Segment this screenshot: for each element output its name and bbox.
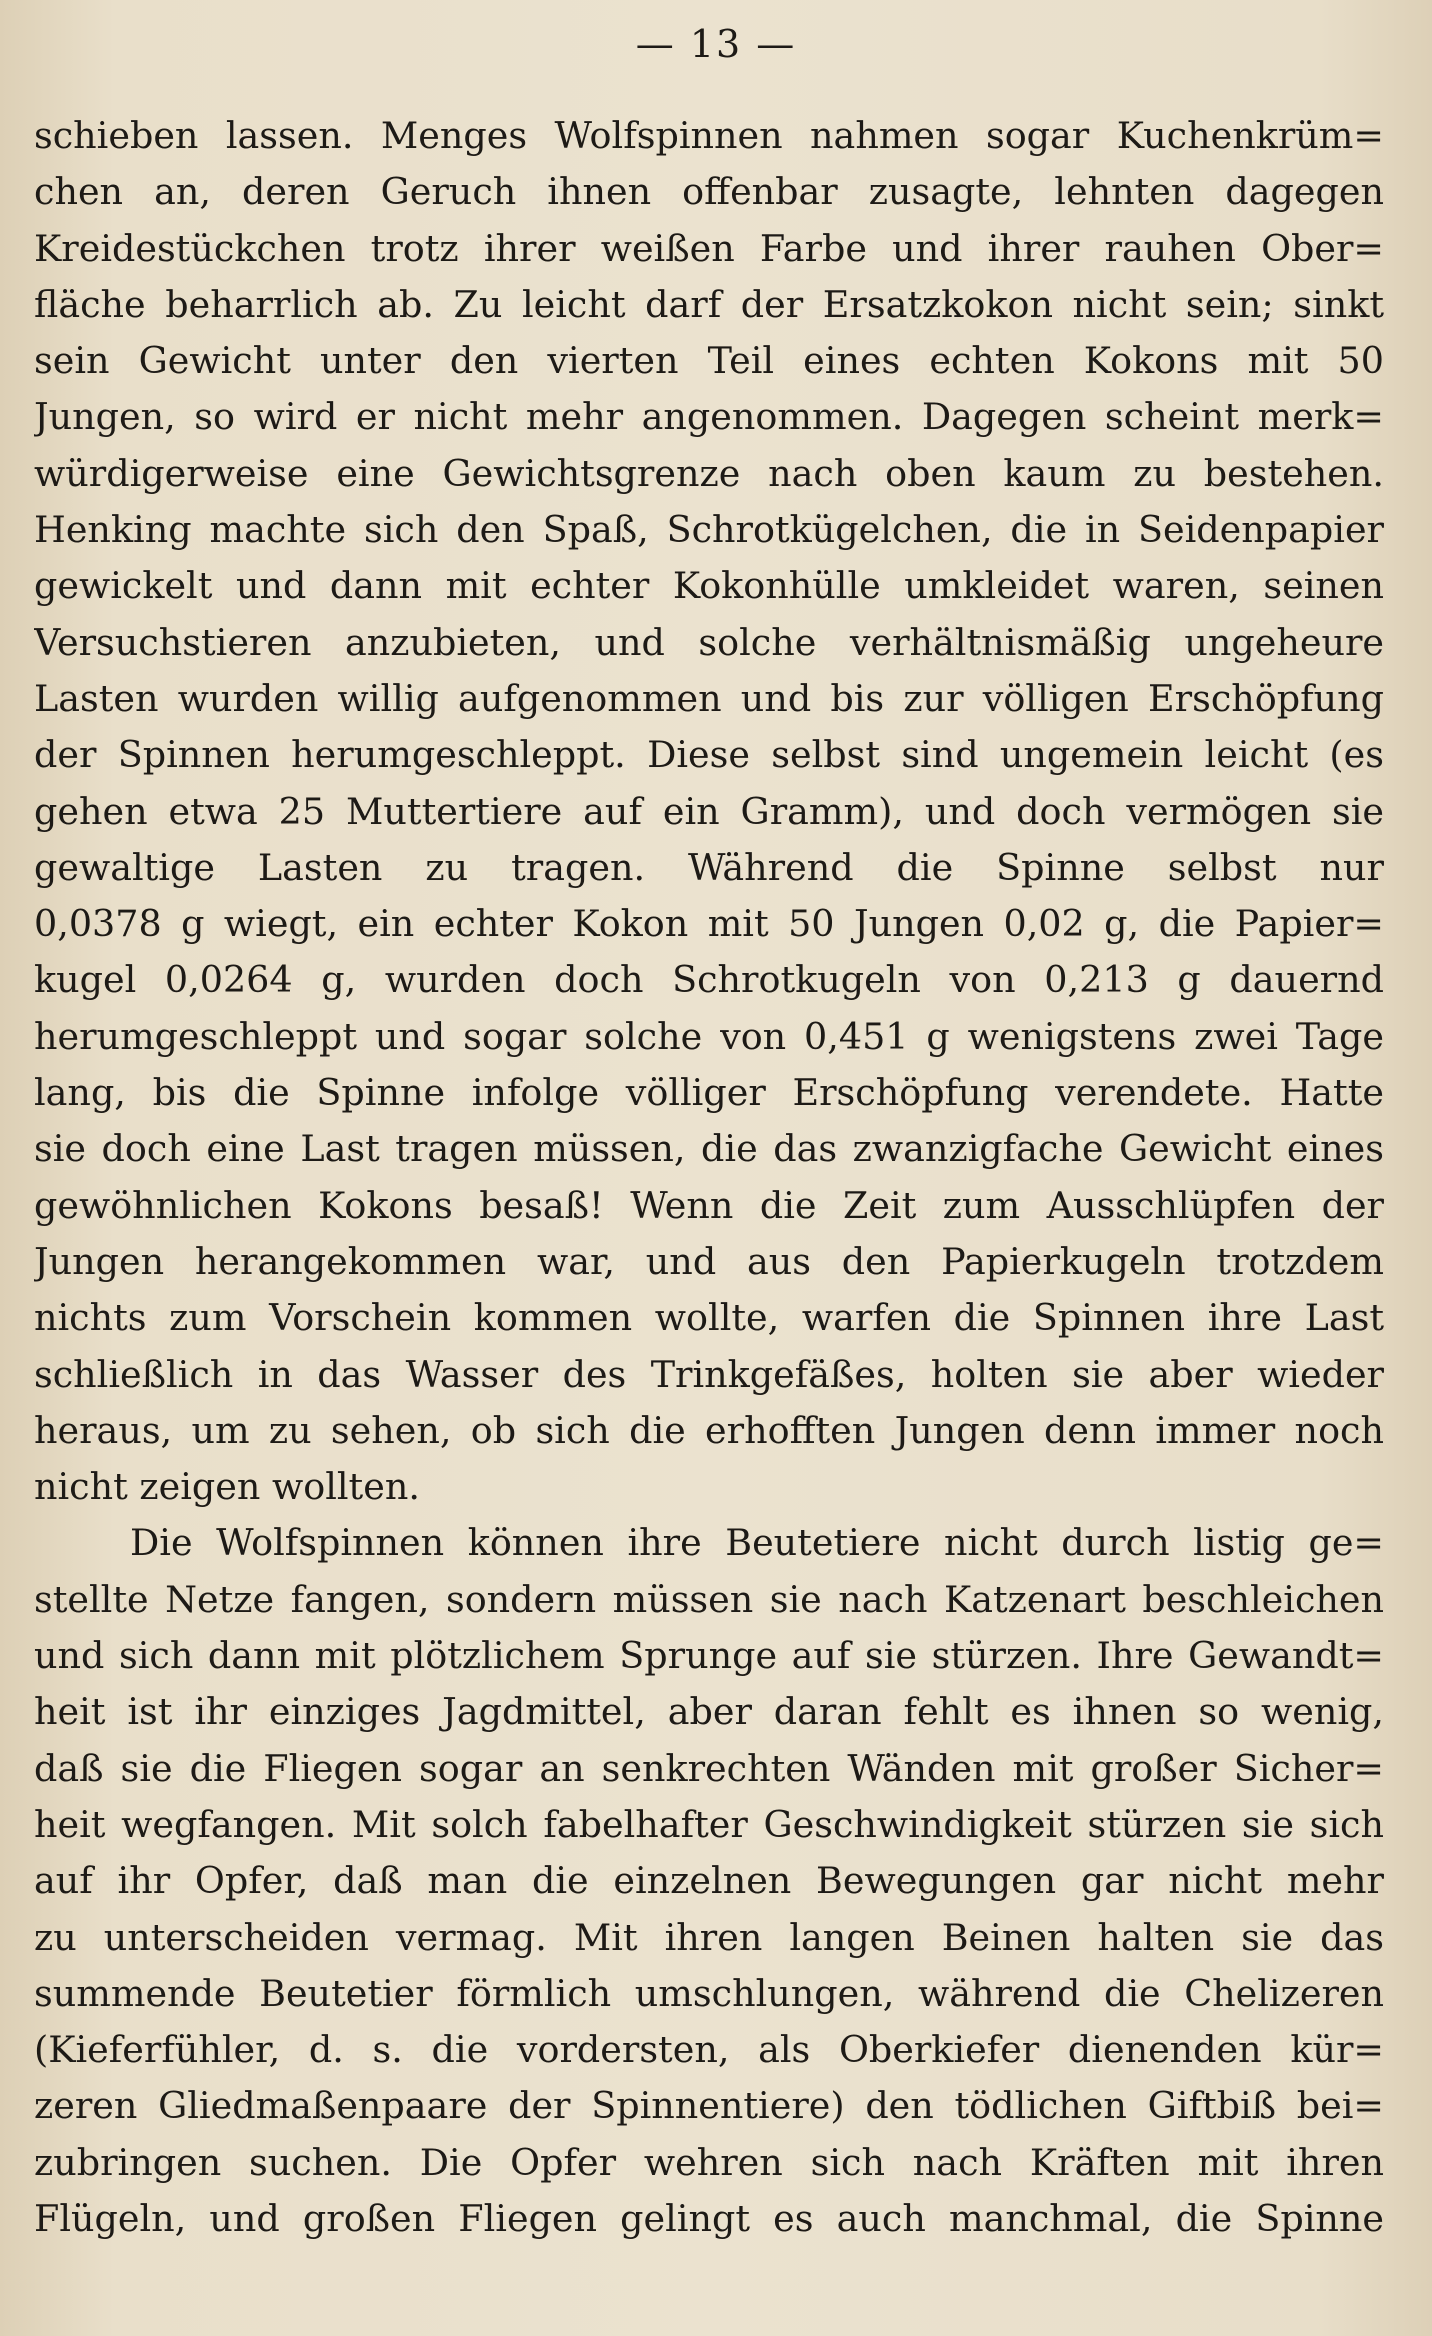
text-line: zu unterscheiden vermag. Mit ihren langen Beinen halten sie das [34, 1915, 1384, 1959]
text-line: stellte Netze fangen, sondern müssen sie nach Katzenart beschleichen [34, 1577, 1384, 1621]
paragraph [34, 108, 1384, 1515]
text-line: und sich dann mit plötzlichem Sprunge auf sie stürzen. Ihre Gewandt= [34, 1634, 1384, 1678]
body-text [34, 108, 1384, 2247]
text-line: gewickelt und dann mit echter Kokonhülle umkleidet waren, seinen [34, 564, 1384, 608]
text-line: schließlich in das Wasser des Trinkgefäßes, holten sie aber wieder [34, 1352, 1384, 1396]
text-line: 0,0378 g wiegt, ein echter Kokon mit 50 Jungen 0,02 g, die Papier= [34, 902, 1384, 946]
text-line: Versuchstieren anzubieten, und solche verhältnismäßig ungeheure [34, 620, 1384, 664]
text-line: auf ihr Opfer, daß man die einzelnen Bewegungen gar nicht mehr [34, 1859, 1384, 1903]
text-line: summende Beutetier förmlich umschlungen, während die Chelizeren [34, 1971, 1384, 2015]
text-line: Die Wolfspinnen können ihre Beutetiere nicht durch listig ge= [130, 1521, 1384, 1565]
text-line: kugel 0,0264 g, wurden doch Schrotkugeln von 0,213 g dauernd [34, 958, 1384, 1002]
text-line: chen an, deren Geruch ihnen offenbar zusagte, lehnten dagegen [34, 170, 1384, 214]
text-line: Jungen, so wird er nicht mehr angenommen. Dagegen scheint merk= [34, 395, 1384, 439]
text-line: nichts zum Vorschein kommen wollte, warfen die Spinnen ihre Last [34, 1296, 1384, 1340]
text-line: würdigerweise eine Gewichtsgrenze nach oben kaum zu bestehen. [34, 451, 1384, 495]
text-line: Flügeln, und großen Fliegen gelingt es auch manchmal, die Spinne [34, 2196, 1384, 2240]
text-line: nicht zeigen wollten. [34, 1465, 420, 1509]
text-line: Henking machte sich den Spaß, Schrotkügelchen, die in Seidenpapier [34, 508, 1384, 552]
text-line: schieben lassen. Menges Wolfspinnen nahmen sogar Kuchenkrüm= [34, 114, 1384, 157]
text-line: der Spinnen herumgeschleppt. Diese selbst sind ungemein leicht (es [34, 733, 1384, 777]
text-line: (Kieferfühler, d. s. die vordersten, als Oberkiefer dienenden kür= [34, 2028, 1384, 2072]
text-line: sein Gewicht unter den vierten Teil eines echten Kokons mit 50 [34, 339, 1384, 383]
text-line: herumgeschleppt und sogar solche von 0,451 g wenigstens zwei Tage [34, 1014, 1384, 1058]
text-line: Kreidestückchen trotz ihrer weißen Farbe und ihrer rauhen Ober= [34, 226, 1384, 270]
text-line: fläche beharrlich ab. Zu leicht darf der Ersatzkokon nicht sein; sinkt [34, 282, 1384, 326]
text-line: heit wegfangen. Mit solch fabelhafter Geschwindigkeit stürzen sie sich [34, 1802, 1384, 1846]
text-line: zeren Gliedmaßenpaare der Spinnentiere) den tödlichen Giftbiß bei= [34, 2084, 1384, 2128]
text-line: lang, bis die Spinne infolge völliger Erschöpfung verendete. Hatte [34, 1071, 1384, 1115]
text-line: heraus, um zu sehen, ob sich die erhofften Jungen denn immer noch [34, 1408, 1384, 1452]
text-line: gehen etwa 25 Muttertiere auf ein Gramm), und doch vermögen sie [34, 789, 1384, 833]
text-line: sie doch eine Last tragen müssen, die das zwanzigfache Gewicht eines [34, 1127, 1384, 1171]
text-line: zubringen suchen. Die Opfer wehren sich nach Kräften mit ihren [34, 2140, 1384, 2184]
text-line: daß sie die Fliegen sogar an senkrechten Wänden mit großer Sicher= [34, 1746, 1384, 1790]
text-line: Lasten wurden willig aufgenommen und bis zur völligen Erschöpfung [34, 676, 1384, 720]
page-number: — 13 — [635, 22, 797, 66]
text-line: gewöhnlichen Kokons besaß! Wenn die Zeit zum Ausschlüpfen der [34, 1183, 1384, 1227]
text-line: gewaltige Lasten zu tragen. Während die Spinne selbst nur [34, 845, 1384, 889]
text-line: heit ist ihr einziges Jagdmittel, aber daran fehlt es ihnen so wenig, [34, 1690, 1384, 1734]
paragraph [34, 1515, 1384, 2247]
text-line: Jungen herangekommen war, und aus den Papierkugeln trotzdem [34, 1239, 1384, 1283]
